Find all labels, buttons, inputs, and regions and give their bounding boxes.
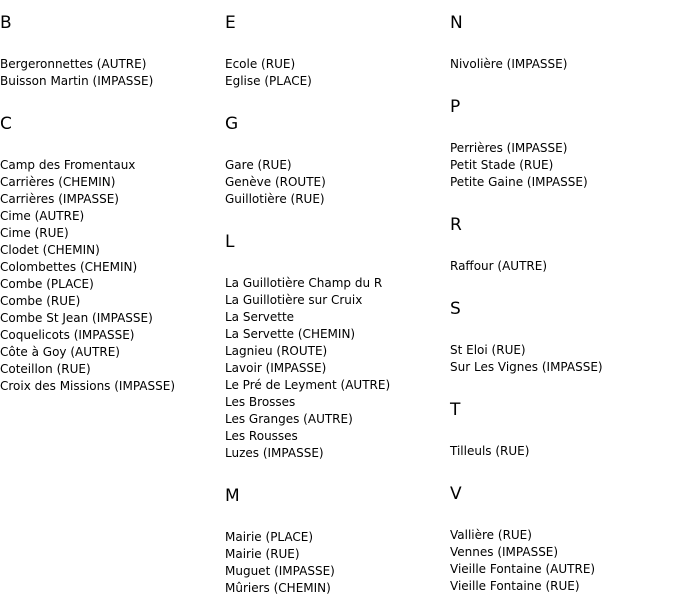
street-link[interactable]: Mairie (RUE) xyxy=(225,547,300,561)
street-list xyxy=(0,56,153,90)
letter-heading: N xyxy=(450,13,463,33)
street-link[interactable]: Mairie (PLACE) xyxy=(225,530,314,544)
letter-heading: L xyxy=(225,232,235,252)
street-link[interactable]: Petite Gaine (IMPASSE) xyxy=(450,175,588,189)
street-link[interactable]: Coteillon (RUE) xyxy=(0,362,91,376)
street-link[interactable]: Combe (RUE) xyxy=(0,294,81,308)
street-list xyxy=(225,56,312,90)
street-link[interactable]: Buisson Martin (IMPASSE) xyxy=(0,74,154,88)
letter-heading: C xyxy=(0,114,12,134)
street-link[interactable]: La Guillotière sur Cruix xyxy=(225,293,363,307)
letter-heading: G xyxy=(225,114,239,134)
street-link[interactable]: Combe (PLACE) xyxy=(0,277,94,291)
street-link[interactable]: Genève (ROUTE) xyxy=(225,175,326,189)
street-link[interactable]: Gare (RUE) xyxy=(225,158,292,172)
letter-group xyxy=(0,13,153,90)
street-link[interactable]: Lavoir (IMPASSE) xyxy=(225,361,327,375)
letter-group xyxy=(450,13,567,73)
letter-group xyxy=(225,114,326,208)
letter-group xyxy=(450,215,547,275)
street-link[interactable]: Guillotière (RUE) xyxy=(225,192,325,206)
street-link[interactable]: Perrières (IMPASSE) xyxy=(450,141,568,155)
street-link[interactable]: Vennes (IMPASSE) xyxy=(450,545,559,559)
letter-heading: P xyxy=(450,97,461,117)
street-link[interactable]: Clodet (CHEMIN) xyxy=(0,243,100,257)
street-link[interactable]: Raffour (AUTRE) xyxy=(450,259,547,273)
street-link[interactable]: Vieille Fontaine (AUTRE) xyxy=(450,562,596,576)
street-link[interactable]: Les Brosses xyxy=(225,395,296,409)
street-link[interactable]: St Eloi (RUE) xyxy=(450,343,526,357)
letter-group xyxy=(225,232,390,462)
street-list xyxy=(450,56,567,73)
letter-heading: V xyxy=(450,484,462,504)
street-link[interactable]: La Guillotière Champ du R xyxy=(225,276,383,290)
street-list xyxy=(225,275,390,462)
letter-heading: R xyxy=(450,215,462,235)
letter-group xyxy=(450,299,603,376)
street-link[interactable]: Ecole (RUE) xyxy=(225,57,296,71)
street-list xyxy=(0,157,175,395)
street-link[interactable]: Sur Les Vignes (IMPASSE) xyxy=(450,360,603,374)
letter-group xyxy=(225,13,312,90)
street-link[interactable]: Lagnieu (ROUTE) xyxy=(225,344,328,358)
street-link[interactable]: Carrières (CHEMIN) xyxy=(0,175,116,189)
letter-group xyxy=(450,97,588,191)
street-list xyxy=(225,157,326,208)
street-link[interactable]: Coquelicots (IMPASSE) xyxy=(0,328,135,342)
street-list xyxy=(450,527,595,595)
street-link[interactable]: Camp des Fromentaux xyxy=(0,158,136,172)
letter-group xyxy=(225,486,335,597)
street-link[interactable]: Bergeronnettes (AUTRE) xyxy=(0,57,147,71)
street-link[interactable]: Côte à Goy (AUTRE) xyxy=(0,345,120,359)
street-link[interactable]: Carrières (IMPASSE) xyxy=(0,192,119,206)
street-link[interactable]: Mûriers (CHEMIN) xyxy=(225,581,331,595)
street-link[interactable]: Luzes (IMPASSE) xyxy=(225,446,324,460)
street-link[interactable]: Nivolière (IMPASSE) xyxy=(450,57,568,71)
street-link[interactable]: Les Rousses xyxy=(225,429,298,443)
letter-heading: B xyxy=(0,13,12,33)
street-link[interactable]: Colombettes (CHEMIN) xyxy=(0,260,138,274)
street-link[interactable]: Petit Stade (RUE) xyxy=(450,158,554,172)
street-link[interactable]: Le Pré de Leyment (AUTRE) xyxy=(225,378,391,392)
street-list xyxy=(450,443,529,460)
letter-heading: E xyxy=(225,13,236,33)
street-link[interactable]: Croix des Missions (IMPASSE) xyxy=(0,379,175,393)
street-link[interactable]: La Servette (CHEMIN) xyxy=(225,327,356,341)
street-link[interactable]: Cime (RUE) xyxy=(0,226,69,240)
street-link[interactable]: Vieille Fontaine (RUE) xyxy=(450,579,580,593)
street-link[interactable]: Tilleuls (RUE) xyxy=(450,444,530,458)
street-list xyxy=(225,529,335,597)
letter-heading: S xyxy=(450,299,461,319)
street-list xyxy=(450,140,588,191)
street-link[interactable]: Combe St Jean (IMPASSE) xyxy=(0,311,153,325)
street-link[interactable]: Muguet (IMPASSE) xyxy=(225,564,335,578)
letter-heading: T xyxy=(450,400,461,420)
street-list xyxy=(450,342,603,376)
letter-group xyxy=(450,484,595,595)
street-link[interactable]: La Servette xyxy=(225,310,295,324)
letter-group xyxy=(450,400,529,460)
street-link[interactable]: Les Granges (AUTRE) xyxy=(225,412,353,426)
street-link[interactable]: Eglise (PLACE) xyxy=(225,74,312,88)
letter-heading: M xyxy=(225,486,240,506)
letter-group xyxy=(0,114,175,395)
street-list xyxy=(450,258,547,275)
street-link[interactable]: Cime (AUTRE) xyxy=(0,209,85,223)
street-link[interactable]: Vallière (RUE) xyxy=(450,528,532,542)
